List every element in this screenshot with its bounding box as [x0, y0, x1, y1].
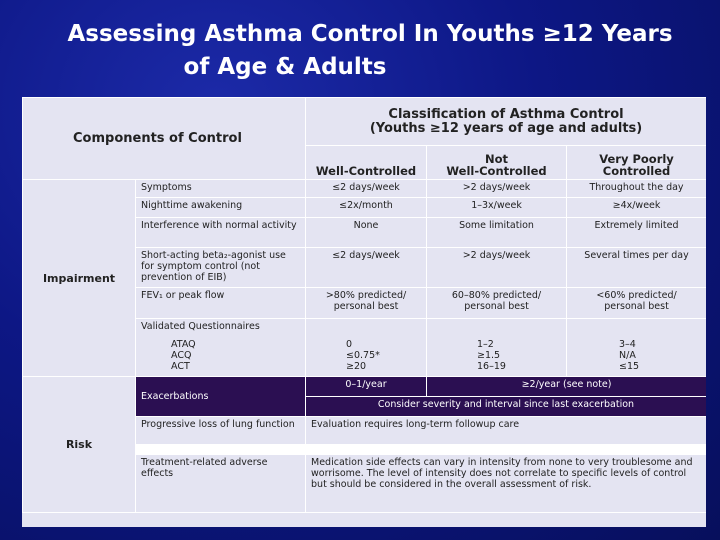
saba-poor: Several times per day	[567, 248, 706, 288]
impairment-label: Impairment	[23, 180, 136, 377]
saba-label: Short-acting beta₂-agonist use for symptom control (not prevention of EIB)	[136, 248, 306, 288]
acq-well: ≤0.75*	[346, 350, 380, 361]
acq-label: ACQ	[171, 350, 192, 361]
fev-poor-line2: personal best	[604, 301, 669, 312]
adverse-effects-value: Medication side effects can vary in intensity from none to very troublesome and worrisome. The level of intensity does not correlate to specific levels of control but should be considered in the overall assessment of risk.	[306, 455, 706, 513]
very-poorly-line1: Very Poorly	[599, 152, 674, 166]
asthma-control-table-panel	[22, 97, 706, 527]
well-controlled-header: Well-Controlled	[306, 146, 427, 180]
fev-well	[306, 288, 427, 319]
fev-not-line2: personal best	[464, 301, 529, 312]
spacer-cell	[136, 445, 707, 455]
slide-title-line1: Assessing Asthma Control In Youths ≥12 Years	[67, 21, 673, 47]
acq-not: ≥1.5	[477, 350, 501, 361]
classification-line2: (Youths ≥12 years of age and adults)	[369, 120, 643, 136]
fev-poor	[567, 288, 706, 319]
questionnaires-well	[306, 319, 427, 377]
components-header: Components of Control	[23, 98, 306, 180]
not-well-line1: Not	[485, 152, 509, 166]
questionnaires-label: Validated Questionnaires	[141, 321, 260, 332]
interference-not: Some limitation	[427, 218, 567, 248]
ataq-well: 0	[346, 339, 353, 350]
ataq-poor: 3–4	[619, 339, 636, 350]
classification-line1: Classification of Asthma Control	[388, 106, 624, 122]
fev-well-line1: >80% predicted/	[325, 290, 407, 301]
questionnaires-poor	[567, 319, 706, 377]
nighttime-label: Nighttime awakening	[136, 198, 306, 218]
slide-title	[0, 18, 720, 84]
very-poorly-line2: Controlled	[602, 164, 671, 178]
symptoms-label: Symptoms	[136, 180, 306, 198]
act-label: ACT	[171, 361, 190, 372]
nighttime-poor: ≥4x/week	[567, 198, 706, 218]
interference-label: Interference with normal activity	[136, 218, 306, 248]
exacerbations-not-poor: ≥2/year (see note)	[427, 377, 706, 397]
nighttime-not: 1–3x/week	[427, 198, 567, 218]
exacerbations-well: 0–1/year	[306, 377, 427, 397]
very-poorly-controlled-header	[567, 146, 706, 180]
classification-header	[306, 98, 706, 146]
not-well-controlled-header	[427, 146, 567, 180]
act-not: 16–19	[477, 361, 506, 372]
slide-title-line2: of Age & Adults	[183, 54, 387, 80]
fev-poor-line1: <60% predicted/	[596, 290, 677, 301]
progressive-loss-value: Evaluation requires long-term followup care	[306, 417, 706, 445]
questionnaires-cell	[136, 319, 306, 377]
symptoms-well: ≤2 days/week	[306, 180, 427, 198]
exacerbations-label: Exacerbations	[136, 377, 306, 417]
acq-poor: N/A	[619, 350, 636, 361]
adverse-effects-label: Treatment-related adverse effects	[136, 455, 306, 513]
interference-well: None	[306, 218, 427, 248]
asthma-control-table	[22, 97, 706, 513]
symptoms-not: >2 days/week	[427, 180, 567, 198]
risk-label: Risk	[23, 377, 136, 513]
fev-not	[427, 288, 567, 319]
interference-poor: Extremely limited	[567, 218, 706, 248]
fev-label: FEV₁ or peak flow	[136, 288, 306, 319]
act-poor: ≤15	[619, 361, 640, 372]
ataq-label: ATAQ	[171, 339, 196, 350]
fev-well-line2: personal best	[333, 301, 399, 312]
row-symptoms	[23, 180, 707, 198]
exacerbations-consider: Consider severity and interval since last exacerbation	[306, 397, 706, 417]
symptoms-poor: Throughout the day	[567, 180, 706, 198]
not-well-line2: Well-Controlled	[446, 164, 547, 178]
saba-not: >2 days/week	[427, 248, 567, 288]
progressive-loss-label: Progressive loss of lung function	[136, 417, 306, 445]
nighttime-well: ≤2x/month	[306, 198, 427, 218]
saba-well: ≤2 days/week	[306, 248, 427, 288]
questionnaires-not	[427, 319, 567, 377]
header-row-1	[23, 98, 707, 146]
ataq-not: 1–2	[477, 339, 494, 350]
act-well: ≥20	[346, 361, 367, 372]
row-exacerbations	[23, 377, 707, 397]
fev-not-line1: 60–80% predicted/	[451, 290, 542, 301]
